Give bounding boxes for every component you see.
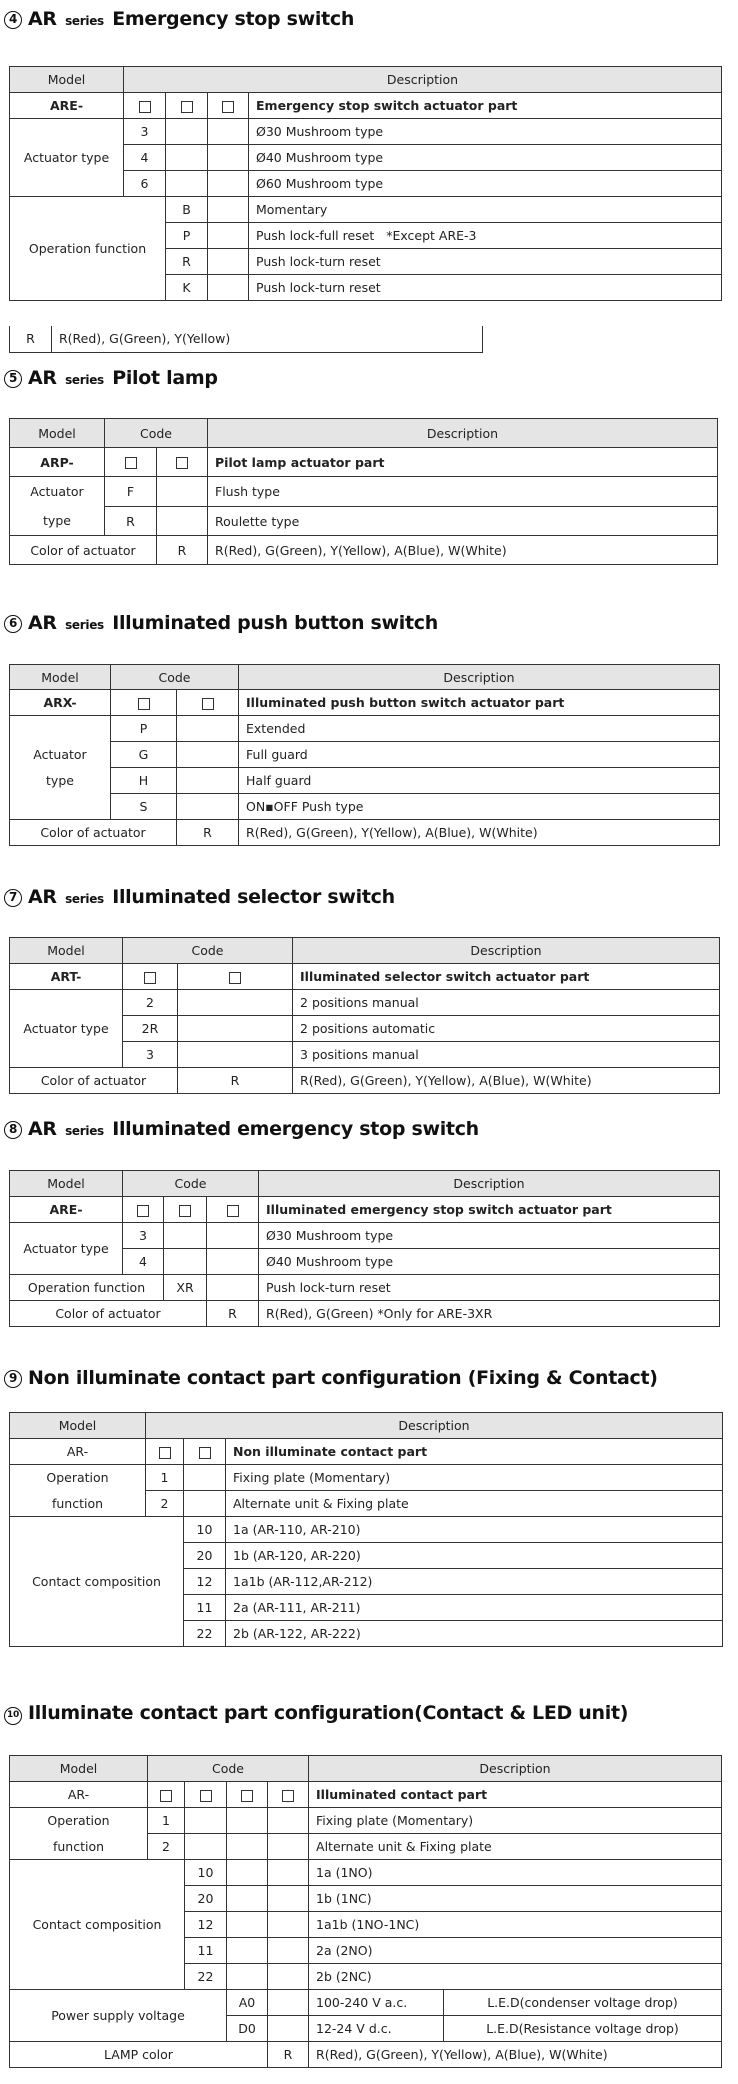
checkbox-square-icon bbox=[181, 101, 193, 113]
code-placeholder bbox=[123, 964, 178, 990]
actuator-type-label-line2: type bbox=[10, 507, 105, 536]
code-placeholder bbox=[207, 1197, 259, 1223]
spec-table-illuminated-selector bbox=[9, 937, 720, 1094]
code-placeholder bbox=[178, 964, 293, 990]
description-cell: 2a (2NO) bbox=[309, 1938, 722, 1964]
header-description: Description bbox=[208, 419, 718, 448]
circled-number-8: 8 bbox=[4, 1121, 22, 1139]
code-cell: K bbox=[166, 275, 208, 301]
model-description: Illuminated contact part bbox=[309, 1782, 722, 1808]
color-label: Color of actuator bbox=[10, 1068, 178, 1094]
power-supply-label: Power supply voltage bbox=[10, 1990, 227, 2042]
code-cell: B bbox=[166, 197, 208, 223]
code-cell: 3 bbox=[123, 1223, 164, 1249]
code-placeholder bbox=[227, 1782, 268, 1808]
description-cell: 2 positions manual bbox=[293, 990, 720, 1016]
spec-table-pilot-lamp bbox=[9, 418, 718, 565]
section-7-title: 7 AR series Illuminated selector switch bbox=[4, 886, 395, 908]
code-cell: 2 bbox=[146, 1491, 184, 1517]
code-cell: 1 bbox=[148, 1808, 185, 1834]
header-model: Model bbox=[10, 938, 123, 964]
code-cell: 2 bbox=[123, 990, 178, 1016]
checkbox-square-icon bbox=[227, 1205, 239, 1217]
spec-table-illuminated-emergency-stop bbox=[9, 1170, 720, 1327]
description-cell: 2b (AR-122, AR-222) bbox=[226, 1621, 723, 1647]
description-cell: 3 positions manual bbox=[293, 1042, 720, 1068]
checkbox-square-icon bbox=[222, 101, 234, 113]
model-description: Illuminated selector switch actuator part bbox=[293, 964, 720, 990]
code-placeholder bbox=[177, 690, 239, 716]
header-description: Description bbox=[124, 67, 722, 93]
code-cell: 12 bbox=[185, 1912, 227, 1938]
code-placeholder bbox=[185, 1782, 227, 1808]
description-cell: Ø30 Mushroom type bbox=[259, 1223, 720, 1249]
checkbox-square-icon bbox=[125, 457, 137, 469]
actuator-type-label: Actuator type bbox=[10, 1223, 123, 1275]
lamp-color-code: R bbox=[268, 2042, 309, 2068]
code-cell: 2R bbox=[123, 1016, 178, 1042]
section-9-title: 9 Non illuminate contact part configuration (Fixing & Contact) bbox=[4, 1367, 658, 1389]
checkbox-square-icon bbox=[199, 1447, 211, 1459]
header-code: Code bbox=[123, 938, 293, 964]
circled-number-10: 10 bbox=[4, 1707, 22, 1725]
description-cell: 1b (AR-120, AR-220) bbox=[226, 1543, 723, 1569]
header-description: Description bbox=[259, 1171, 720, 1197]
color-row-table bbox=[9, 326, 483, 353]
code-placeholder bbox=[105, 448, 157, 477]
description-cell: Fixing plate (Momentary) bbox=[226, 1465, 723, 1491]
header-code: Code bbox=[148, 1756, 309, 1782]
code-cell: R bbox=[166, 249, 208, 275]
code-placeholder bbox=[148, 1782, 185, 1808]
header-code: Code bbox=[111, 665, 239, 690]
checkbox-square-icon bbox=[160, 1790, 172, 1802]
code-cell: 22 bbox=[184, 1621, 226, 1647]
color-description: R(Red), G(Green), Y(Yellow), A(Blue), W(White) bbox=[208, 536, 718, 565]
header-model: Model bbox=[10, 1756, 148, 1782]
code-cell: P bbox=[111, 716, 177, 742]
code-cell: H bbox=[111, 768, 177, 794]
circled-number-9: 9 bbox=[4, 1370, 22, 1388]
code-cell: 4 bbox=[124, 145, 166, 171]
description-cell: Alternate unit & Fixing plate bbox=[226, 1491, 723, 1517]
color-label: Color of actuator bbox=[10, 536, 157, 565]
model-description: Emergency stop switch actuator part bbox=[249, 93, 722, 119]
header-model: Model bbox=[10, 665, 111, 690]
code-cell: 12 bbox=[184, 1569, 226, 1595]
description-cell: Ø40 Mushroom type bbox=[249, 145, 722, 171]
operation-code: XR bbox=[164, 1275, 207, 1301]
checkbox-square-icon bbox=[229, 972, 241, 984]
color-description: R(Red), G(Green), Y(Yellow) bbox=[52, 326, 483, 352]
header-model: Model bbox=[10, 1413, 146, 1439]
description-cell: 1a (1NO) bbox=[309, 1860, 722, 1886]
color-label: Color of actuator bbox=[10, 1301, 207, 1327]
code-placeholder bbox=[164, 1197, 207, 1223]
checkbox-square-icon bbox=[176, 457, 188, 469]
checkbox-square-icon bbox=[144, 972, 156, 984]
checkbox-square-icon bbox=[138, 698, 150, 710]
section-5-title: 5 AR series Pilot lamp bbox=[4, 367, 218, 389]
code-cell: 4 bbox=[123, 1249, 164, 1275]
code-placeholder bbox=[157, 448, 208, 477]
header-description: Description bbox=[239, 665, 720, 690]
model-code: ARE- bbox=[10, 1197, 123, 1223]
header-description: Description bbox=[146, 1413, 723, 1439]
description-cell: Push lock-turn reset bbox=[249, 249, 722, 275]
code-placeholder bbox=[123, 1197, 164, 1223]
code-cell: 6 bbox=[124, 171, 166, 197]
circled-number-7: 7 bbox=[4, 889, 22, 907]
circled-number-6: 6 bbox=[4, 615, 22, 633]
operation-function-label-line2: function bbox=[10, 1491, 146, 1517]
circled-number-5: 5 bbox=[4, 370, 22, 388]
header-model: Model bbox=[10, 1171, 123, 1197]
code-cell: 20 bbox=[184, 1543, 226, 1569]
code-placeholder bbox=[146, 1439, 184, 1465]
description-cell: Half guard bbox=[239, 768, 720, 794]
checkbox-square-icon bbox=[200, 1790, 212, 1802]
header-code: Code bbox=[123, 1171, 259, 1197]
description-cell: Extended bbox=[239, 716, 720, 742]
contact-composition-label: Contact composition bbox=[10, 1860, 185, 1990]
circled-number-4: 4 bbox=[4, 11, 22, 29]
color-description: R(Red), G(Green), Y(Yellow), A(Blue), W(White) bbox=[293, 1068, 720, 1094]
header-description: Description bbox=[309, 1756, 722, 1782]
description-cell: Ø60 Mushroom type bbox=[249, 171, 722, 197]
actuator-type-label: Actuator type bbox=[10, 716, 111, 820]
description-cell: Momentary bbox=[249, 197, 722, 223]
section-6-title: 6 AR series Illuminated push button switch bbox=[4, 612, 438, 634]
spec-table-illuminate-contact bbox=[9, 1755, 722, 2068]
code-cell: 3 bbox=[123, 1042, 178, 1068]
model-code: ART- bbox=[10, 964, 123, 990]
code-cell: 11 bbox=[184, 1595, 226, 1621]
actuator-type-label-line1: Actuator bbox=[10, 477, 105, 507]
color-code: R bbox=[178, 1068, 293, 1094]
model-code: ARE- bbox=[10, 93, 124, 119]
operation-function-label-line1: Operation bbox=[10, 1465, 146, 1491]
model-code: ARX- bbox=[10, 690, 111, 716]
operation-function-label-line1: Operation bbox=[10, 1808, 148, 1834]
code-cell: G bbox=[111, 742, 177, 768]
code-cell: P bbox=[166, 223, 208, 249]
description-cell: Push lock-full reset *Except ARE-3 bbox=[249, 223, 722, 249]
spec-table-emergency-stop bbox=[9, 66, 722, 301]
operation-function-label: Operation function bbox=[10, 197, 166, 301]
description-cell: Roulette type bbox=[208, 507, 718, 536]
code-cell: 11 bbox=[185, 1938, 227, 1964]
code-cell: A0 bbox=[227, 1990, 268, 2016]
description-cell: Flush type bbox=[208, 477, 718, 507]
color-description: R(Red), G(Green), Y(Yellow), A(Blue), W(White) bbox=[239, 820, 720, 846]
color-code: R bbox=[207, 1301, 259, 1327]
lamp-color-label: LAMP color bbox=[10, 2042, 268, 2068]
color-code: R bbox=[10, 326, 52, 352]
description-cell: 2b (2NC) bbox=[309, 1964, 722, 1990]
checkbox-square-icon bbox=[139, 101, 151, 113]
model-code: ARP- bbox=[10, 448, 105, 477]
section-8-title: 8 AR series Illuminated emergency stop switch bbox=[4, 1118, 479, 1140]
code-cell: 20 bbox=[185, 1886, 227, 1912]
voltage-note-cell: L.E.D(Resistance voltage drop) bbox=[444, 2016, 722, 2042]
header-model: Model bbox=[10, 419, 105, 448]
model-description: Pilot lamp actuator part bbox=[208, 448, 718, 477]
description-cell: Push lock-turn reset bbox=[249, 275, 722, 301]
operation-description: Push lock-turn reset bbox=[259, 1275, 720, 1301]
model-description: Non illuminate contact part bbox=[226, 1439, 723, 1465]
header-code: Code bbox=[105, 419, 208, 448]
code-placeholder bbox=[166, 93, 208, 119]
checkbox-square-icon bbox=[202, 698, 214, 710]
description-cell: 1b (1NC) bbox=[309, 1886, 722, 1912]
code-placeholder bbox=[111, 690, 177, 716]
spec-table-non-illuminate-contact bbox=[9, 1412, 723, 1647]
description-cell: Ø30 Mushroom type bbox=[249, 119, 722, 145]
actuator-type-label: Actuator type bbox=[10, 990, 123, 1068]
code-cell: D0 bbox=[227, 2016, 268, 2042]
code-placeholder bbox=[268, 1782, 309, 1808]
spec-table-illuminated-push-button bbox=[9, 664, 720, 846]
description-cell: 2 positions automatic bbox=[293, 1016, 720, 1042]
code-cell: S bbox=[111, 794, 177, 820]
voltage-note-cell: L.E.D(condenser voltage drop) bbox=[444, 1990, 722, 2016]
operation-function-label-line2: function bbox=[10, 1834, 148, 1860]
code-cell: 3 bbox=[124, 119, 166, 145]
color-code: R bbox=[157, 536, 208, 565]
contact-composition-label: Contact composition bbox=[10, 1517, 184, 1647]
header-model: Model bbox=[10, 67, 124, 93]
operation-function-label: Operation function bbox=[10, 1275, 164, 1301]
code-cell: R bbox=[105, 507, 157, 536]
checkbox-square-icon bbox=[179, 1205, 191, 1217]
code-placeholder bbox=[124, 93, 166, 119]
code-cell: 1 bbox=[146, 1465, 184, 1491]
checkbox-square-icon bbox=[241, 1790, 253, 1802]
model-description: Illuminated emergency stop switch actuator part bbox=[259, 1197, 720, 1223]
actuator-type-label: Actuator type bbox=[10, 119, 124, 197]
checkbox-square-icon bbox=[137, 1205, 149, 1217]
code-placeholder bbox=[184, 1439, 226, 1465]
description-cell: 1a1b (AR-112,AR-212) bbox=[226, 1569, 723, 1595]
checkbox-square-icon bbox=[159, 1447, 171, 1459]
color-label: Color of actuator bbox=[10, 820, 177, 846]
description-cell: 1a (AR-110, AR-210) bbox=[226, 1517, 723, 1543]
model-code: AR- bbox=[10, 1782, 148, 1808]
code-cell: F bbox=[105, 477, 157, 507]
code-cell: 2 bbox=[148, 1834, 185, 1860]
section-10-title: 10 Illuminate contact part configuration(Contact & LED unit) bbox=[4, 1702, 628, 1725]
description-cell: 1a1b (1NO-1NC) bbox=[309, 1912, 722, 1938]
description-cell: Alternate unit & Fixing plate bbox=[309, 1834, 722, 1860]
description-cell: Ø40 Mushroom type bbox=[259, 1249, 720, 1275]
color-description: R(Red), G(Green) *Only for ARE-3XR bbox=[259, 1301, 720, 1327]
code-cell: 10 bbox=[184, 1517, 226, 1543]
checkbox-square-icon bbox=[282, 1790, 294, 1802]
color-code: R bbox=[177, 820, 239, 846]
code-placeholder bbox=[208, 93, 249, 119]
code-cell: 10 bbox=[185, 1860, 227, 1886]
description-cell: ON▪OFF Push type bbox=[239, 794, 720, 820]
lamp-color-description: R(Red), G(Green), Y(Yellow), A(Blue), W(White) bbox=[309, 2042, 722, 2068]
description-cell: 2a (AR-111, AR-211) bbox=[226, 1595, 723, 1621]
section-4-title: 4 AR series Emergency stop switch bbox=[4, 8, 354, 30]
code-cell: 22 bbox=[185, 1964, 227, 1990]
model-code: AR- bbox=[10, 1439, 146, 1465]
description-cell: Full guard bbox=[239, 742, 720, 768]
description-cell: Fixing plate (Momentary) bbox=[309, 1808, 722, 1834]
model-description: Illuminated push button switch actuator part bbox=[239, 690, 720, 716]
voltage-cell: 12-24 V d.c. bbox=[309, 2016, 444, 2042]
header-description: Description bbox=[293, 938, 720, 964]
voltage-cell: 100-240 V a.c. bbox=[309, 1990, 444, 2016]
